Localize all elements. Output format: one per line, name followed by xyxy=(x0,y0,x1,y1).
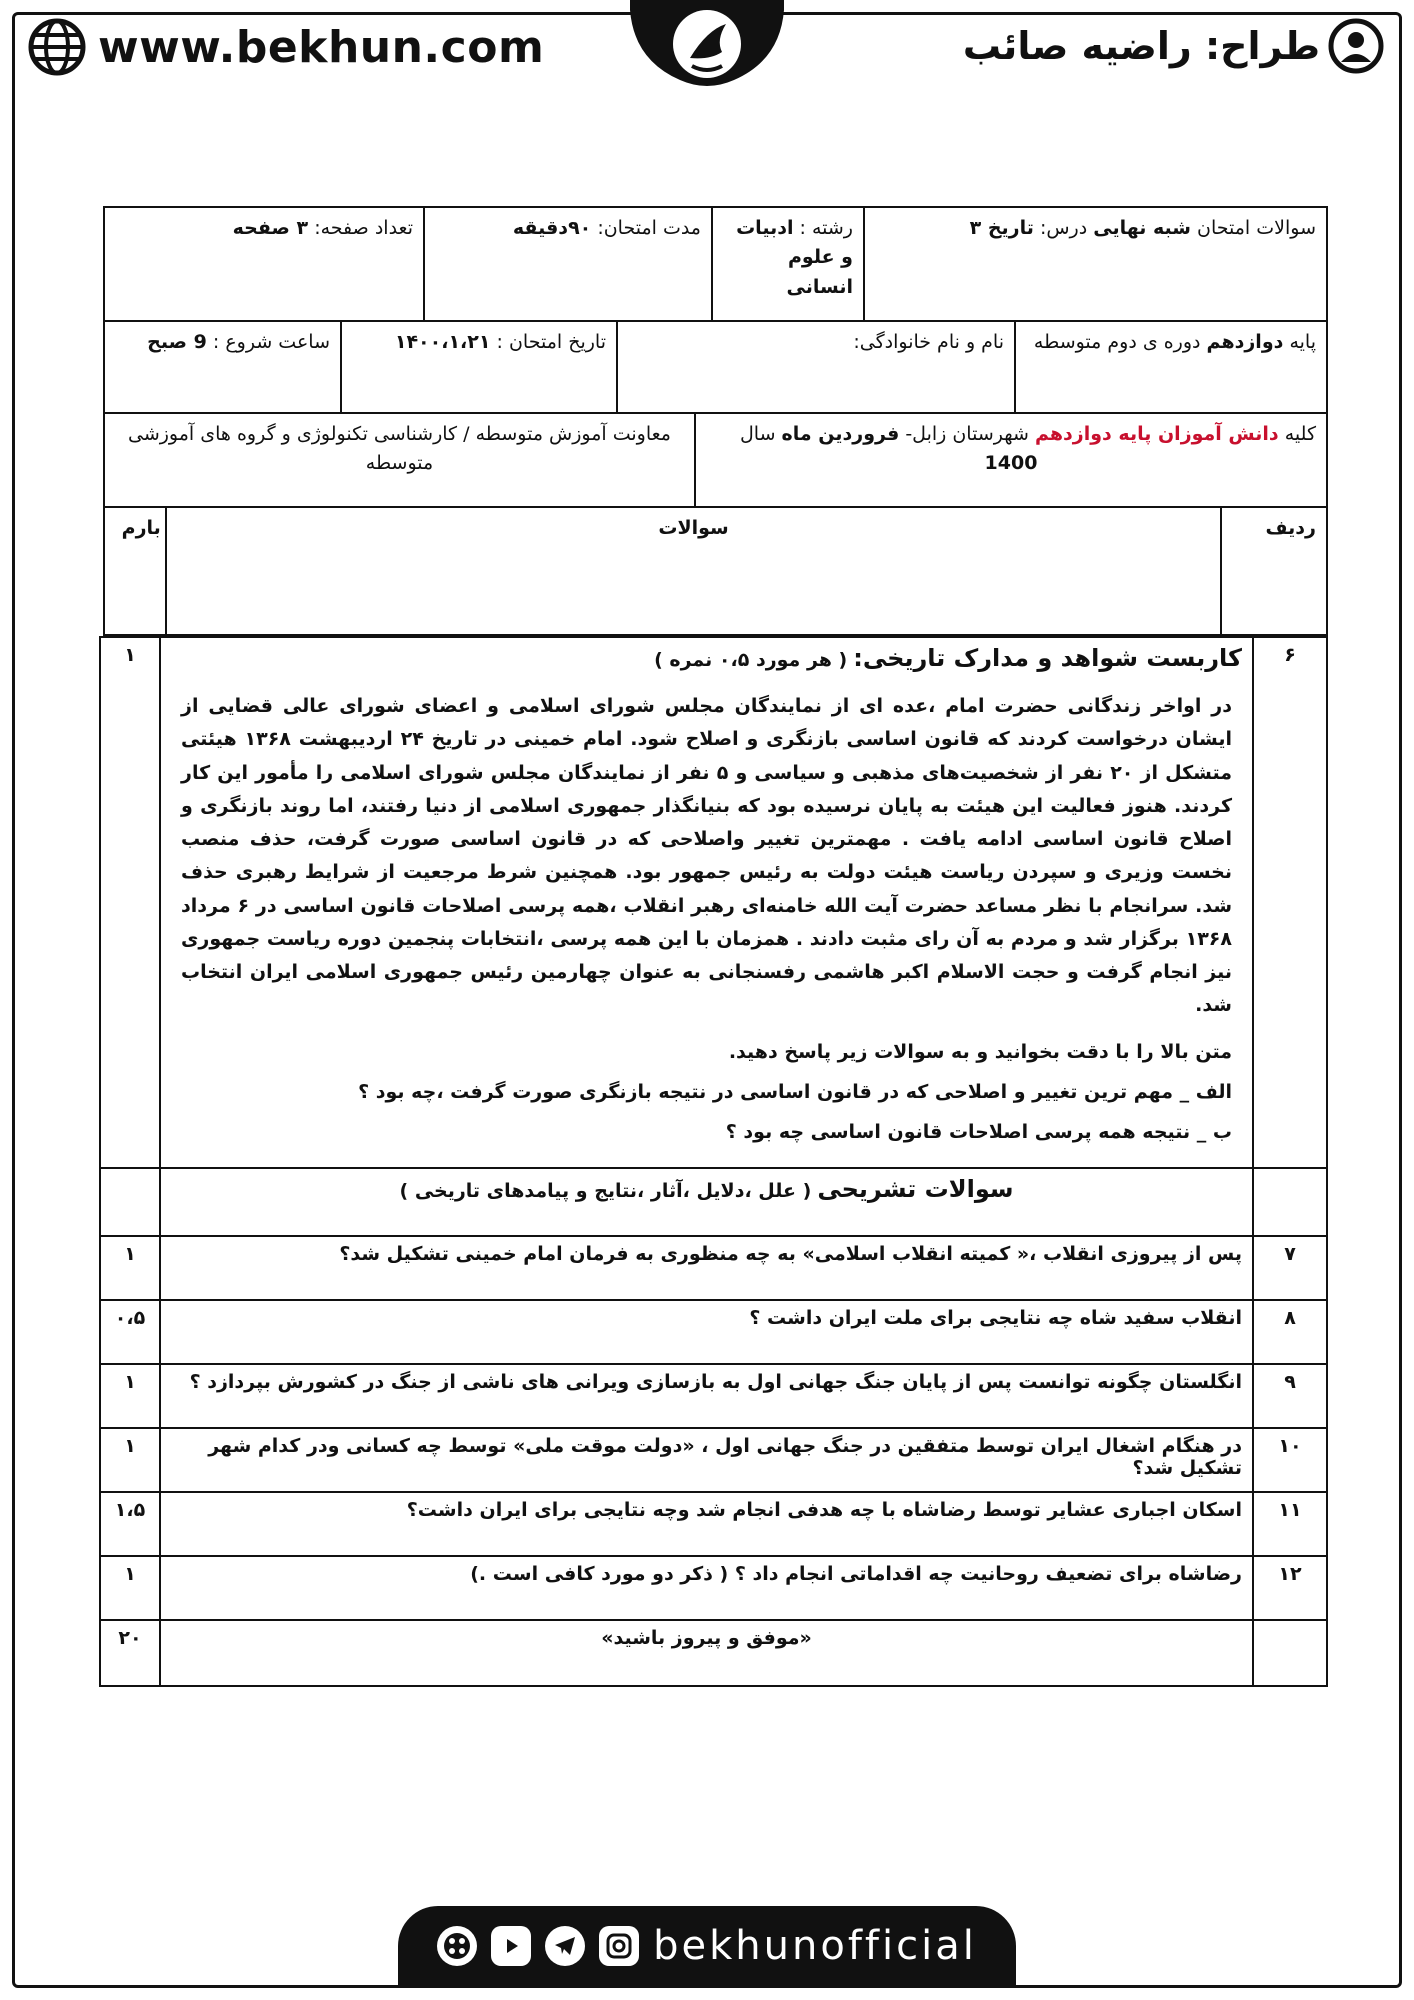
designer xyxy=(963,18,1384,74)
telegram-icon[interactable] xyxy=(545,1926,585,1966)
question-6-instruction: متن بالا را با دقت بخوانید و به سوالات زیر پاسخ دهید. xyxy=(728,1040,1232,1063)
question-text: انقلاب سفید شاه چه نتایجی برای ملت ایران داشت ؟ xyxy=(160,1300,1253,1364)
social-footer xyxy=(398,1906,1016,1986)
question-text: رضاشاه برای تضعیف روحانیت چه اقداماتی انجام داد ؟ ( ذکر دو مورد کافی است .) xyxy=(160,1556,1253,1620)
exam-pages: تعداد صفحه: ۳ صفحه xyxy=(232,217,413,239)
exam-course: سوالات امتحان شبه نهایی درس: تاریخ ۳ xyxy=(863,208,1326,320)
designer-name: طراح: راضیه صائب xyxy=(962,24,1320,68)
question-row xyxy=(100,1364,1327,1428)
question-number: ۱۰ xyxy=(1253,1428,1327,1492)
col-score-label: بارم xyxy=(121,517,161,539)
exam-grade: پایه دوازدهم دوره ی دوم متوسطه xyxy=(1014,322,1326,412)
closing-row xyxy=(100,1620,1327,1686)
question-number: ۱۲ xyxy=(1253,1556,1327,1620)
social-handle[interactable]: bekhunofficial xyxy=(653,1923,977,1969)
header-row-1 xyxy=(105,208,1326,322)
question-score: ۱ xyxy=(100,1236,160,1300)
user-icon xyxy=(1328,18,1384,74)
student-name-field[interactable]: نام و نام خانوادگی: xyxy=(616,322,1014,412)
closing-message: «موفق و پیروز باشید» xyxy=(160,1620,1253,1686)
site-url[interactable] xyxy=(28,18,544,76)
question-score: ۱ xyxy=(100,637,160,1168)
globe-icon xyxy=(28,18,86,76)
header-row-3 xyxy=(105,414,1326,508)
exam-date: تاریخ امتحان : ۱۴۰۰،۱،۲۱ xyxy=(340,322,616,412)
question-score: ۱ xyxy=(100,1556,160,1620)
question-text: انگلستان چگونه توانست پس از پایان جنگ جهانی اول به بازسازی ویرانی های ناشی از جنگ در کشورش بپردازد ؟ xyxy=(160,1364,1253,1428)
col-row-label: ردیف xyxy=(1220,508,1326,634)
exam-authority: معاونت آموزش متوسطه / کارشناسی تکنولوژی و گروه های آموزشی متوسطه xyxy=(128,423,671,475)
question-number: ۶ xyxy=(1253,637,1327,1168)
question-row xyxy=(100,1300,1327,1364)
question-number: ۱۱ xyxy=(1253,1492,1327,1556)
question-number: ۹ xyxy=(1253,1364,1327,1428)
question-row xyxy=(100,1556,1327,1620)
exam-duration: مدت امتحان: ۹۰دقیقه xyxy=(423,208,711,320)
exam-audience: کلیه دانش آموزان پایه دوازدهم شهرستان زابل- فروردین ماه سال 1400 xyxy=(694,414,1326,506)
bekhun-logo xyxy=(630,0,784,92)
question-number: ۸ xyxy=(1253,1300,1327,1364)
col-questions-label: سوالات xyxy=(165,508,1220,634)
question-row xyxy=(100,1236,1327,1300)
question-text: اسکان اجباری عشایر توسط رضاشاه با چه هدفی انجام شد وچه نتایجی برای ایران داشت؟ xyxy=(160,1492,1253,1556)
question-6-sub-a: الف _ مهم ترین تغییر و اصلاحی که در قانون اساسی در نتیجه بازنگری صورت گرفت ،چه بود ؟ xyxy=(358,1080,1232,1103)
question-score: ۱ xyxy=(100,1364,160,1428)
question-6-passage: در اواخر زندگانی حضرت امام ،عده ای از نمایندگان مجلس شورای اسلامی و اعضای شورای عالی قضایی از ایشان درخواست کردند که قانون اساسی بازنگری و اصلاح شود. امام خمینی در تاریخ ۲۴ اردیبهشت ۱۳۶۸ هیئتی متشکل از ۲۰ نفر از شخصیت‌های مذهبی و سیاسی و ۵ نفر از نمایندگان مجلس شورای اسلامی را مأمور این کار کردند. هنوز فعالیت این هیئت به پایان نرسیده بود که بنیانگذار جمهوری اسلامی از دنیا رفتند، اما روند بازنگری و اصلاح قانون اساسی ادامه یافت . مهمترین تغییر واصلاحی که در قانون اساسی صورت گرفت، حذف منصب نخست وزیری و سپردن ریاست هیئت دولت به رئیس جمهور بود. همچنین شرط مرجعیت از شرایط رهبری حذف شد. سرانجام با نظر مساعد حضرت آیت الله خامنه‌ای رهبر انقلاب ،همه پرسی اصلاحات قانون اساسی در ۶ مرداد ۱۳۶۸ برگزار شد و مردم به آن رای مثبت دادند . همزمان با این همه پرسی ،انتخابات پنجمین دوره ریاست جمهوری نیز انجام گرفت و حجت الاسلام اکبر هاشمی رفسنجانی به عنوان چهارمین رئیس جمهوری اسلامی ایران انتخاب شد. xyxy=(181,695,1233,1017)
exam-sheet xyxy=(103,206,1328,1687)
exam-header xyxy=(103,206,1328,636)
site-url-text: www.bekhun.com xyxy=(98,21,545,73)
question-row-6 xyxy=(100,637,1327,1168)
exam-start-time: ساعت شروع : 9 صبح xyxy=(147,331,330,353)
instagram-icon[interactable] xyxy=(599,1926,639,1966)
question-score: ۱ xyxy=(100,1428,160,1492)
question-6-sub-b: ب _ نتیجه همه پرسی اصلاحات قانون اساسی چه بود ؟ xyxy=(725,1120,1232,1143)
question-number: ۷ xyxy=(1253,1236,1327,1300)
question-text: پس از پیروزی انقلاب ،« کمیته انقلاب اسلامی» به چه منظوری به فرمان امام خمینی تشکیل شد؟ xyxy=(160,1236,1253,1300)
questions-table xyxy=(99,636,1328,1687)
question-6-title: کاربست شواهد و مدارک تاریخی: xyxy=(853,644,1242,672)
section-heading: سوالات تشریحی ( علل ،دلایل ،آثار ،نتایج و پیامدهای تاریخی ) xyxy=(160,1168,1253,1236)
question-row xyxy=(100,1428,1327,1492)
exam-major: رشته : ادبیات و علوم انسانی xyxy=(711,208,863,320)
section-row xyxy=(100,1168,1327,1236)
aparat-icon[interactable] xyxy=(437,1926,477,1966)
total-score: ۲۰ xyxy=(100,1620,160,1686)
question-score: ۱،۵ xyxy=(100,1492,160,1556)
question-row xyxy=(100,1492,1327,1556)
question-score: ۰،۵ xyxy=(100,1300,160,1364)
column-header-row xyxy=(105,508,1326,636)
header-row-2 xyxy=(105,322,1326,414)
question-text: در هنگام اشغال ایران توسط متفقین در جنگ جهانی اول ، «دولت موقت ملی» توسط چه کسانی ودر کدام شهر تشکیل شد؟ xyxy=(160,1428,1253,1492)
question-body: کاربست شواهد و مدارک تاریخی: ( هر مورد ۰،۵ نمره ) در اواخر زندگانی حضرت امام ،عده ای از نمایندگان مجلس شورای اسلامی و اعضای شورای عالی قضایی از ایشان درخواست کردند که قانون اساسی بازنگری و اصلاح شود. امام خمینی در تاریخ ۲۴ اردیبهشت ۱۳۶۸ هیئتی متشکل از ۲۰ نفر از شخصیت‌های مذهبی و سیاسی و ۵ نفر از نمایندگان مجلس شورای اسلامی را مأمور این کار کردند. هنوز فعالیت این هیئت به پایان نرسیده بود که بنیانگذار جمهوری اسلامی از دنیا رفتند، اما روند بازنگری و اصلاح قانون اساسی ادامه یافت . مهمترین تغییر واصلاحی که در قانون اساسی صورت گرفت، حذف منصب نخست وزیری و سپردن ریاست هیئت دولت به رئیس جمهور بود. همچنین شرط مرجعیت از شرایط رهبری حذف شد. سرانجام با نظر مساعد حضرت آیت الله خامنه‌ای رهبر انقلاب ،همه پرسی اصلاحات قانون اساسی در ۶ مرداد ۱۳۶۸ برگزار شد و مردم به آن رای مثبت دادند . همزمان با این همه پرسی ،انتخابات پنجمین دوره ریاست جمهوری نیز انجام گرفت و حجت الاسلام اکبر هاشمی رفسنجانی به عنوان چهارمین رئیس جمهوری اسلامی ایران انتخاب شد. متن بالا را با دقت بخوانید و به سوالات زیر پاسخ دهید. الف _ مهم ترین تغییر و اصلاحی که در قانون اساسی در نتیجه بازنگری صورت گرفت ،چه بود ؟ ب _ نتیجه همه پرسی اصلاحات قانون اساسی چه بود ؟ xyxy=(160,637,1253,1168)
youtube-icon[interactable] xyxy=(491,1926,531,1966)
